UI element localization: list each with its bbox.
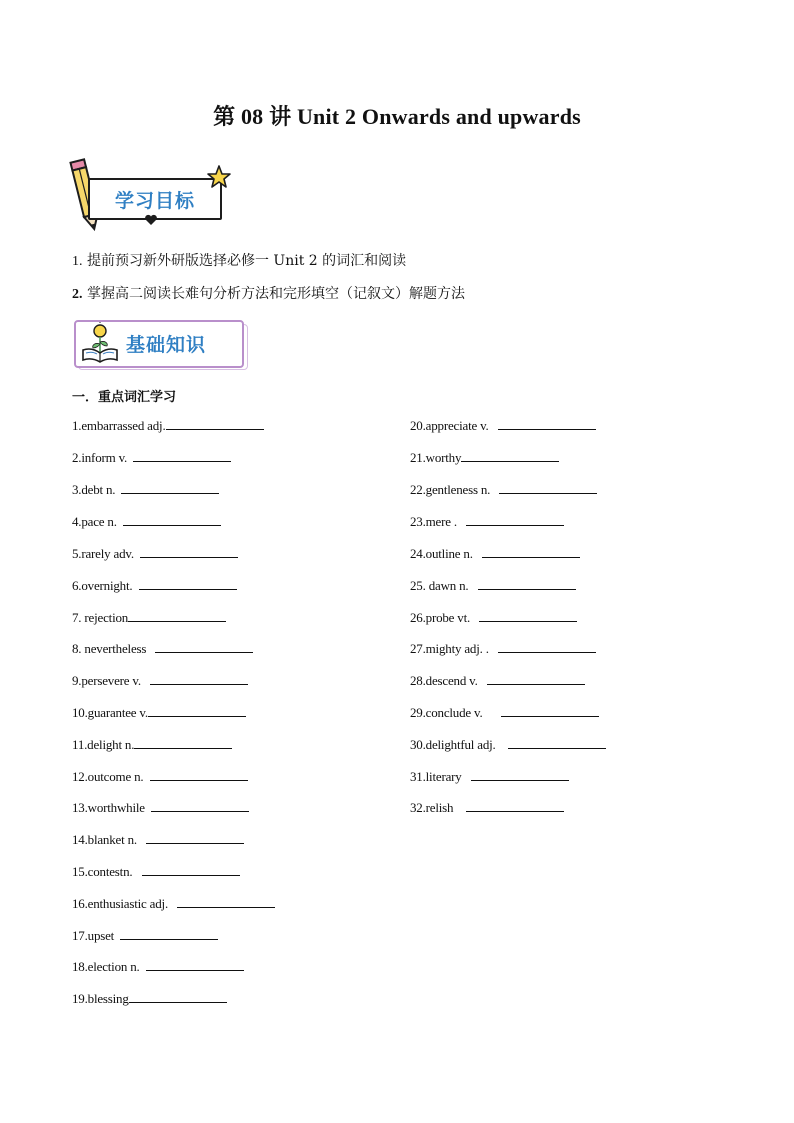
vocab-term: 18.election n. (72, 959, 140, 974)
vocab-item (410, 737, 606, 753)
vocab-term: 3.debt n. (72, 482, 116, 497)
vocab-item (72, 991, 227, 1007)
vocab-term: 9.persevere v. (72, 673, 141, 688)
vocab-item (72, 769, 248, 785)
answer-blank[interactable] (146, 832, 244, 844)
vocab-item (410, 450, 559, 466)
answer-blank[interactable] (501, 705, 599, 717)
vocab-term: 5.rarely adv. (72, 546, 134, 561)
answer-blank[interactable] (155, 641, 253, 653)
star-icon (206, 164, 232, 190)
vocab-term: 7. rejection (72, 610, 129, 625)
vocab-term: 21.worthy (410, 450, 462, 465)
answer-blank[interactable] (134, 737, 232, 749)
answer-blank[interactable] (129, 991, 227, 1003)
vocab-item (410, 482, 597, 498)
learning-goals-badge (66, 156, 236, 236)
vocab-term: 12.outcome n. (72, 769, 144, 784)
answer-blank[interactable] (150, 673, 248, 685)
vocab-term: 24.outline n. (410, 546, 473, 561)
answer-blank[interactable] (139, 578, 237, 590)
answer-blank[interactable] (498, 418, 596, 430)
vocab-item (72, 641, 253, 657)
vocab-term: 8. nevertheless (72, 641, 147, 656)
vocab-item (410, 673, 585, 689)
vocab-item (72, 514, 221, 530)
answer-blank[interactable] (151, 800, 249, 812)
page-title: 第 08 讲 Unit 2 Onwards and upwards (213, 104, 581, 129)
vocab-term: 10.guarantee v. (72, 705, 148, 720)
answer-blank[interactable] (478, 578, 576, 590)
vocab-term: 30.delightful adj. (410, 737, 496, 752)
vocab-item (410, 578, 576, 594)
answer-blank[interactable] (471, 769, 569, 781)
vocab-item (72, 673, 248, 689)
vocab-term: 23.mere . (410, 514, 457, 529)
knowledge-label: 基础知识 (126, 333, 207, 356)
vocab-item (72, 546, 238, 562)
vocab-term: 13.worthwhile (72, 800, 145, 815)
vocab-term: 29.conclude v. (410, 705, 483, 720)
vocab-term: 17.upset (72, 928, 115, 943)
vocab-item (410, 769, 569, 785)
heart-icon (144, 214, 158, 226)
answer-blank[interactable] (150, 769, 248, 781)
answer-blank[interactable] (466, 800, 564, 812)
answer-blank[interactable] (123, 514, 221, 526)
answer-blank[interactable] (142, 864, 240, 876)
answer-blank[interactable] (466, 514, 564, 526)
vocab-term: 14.blanket n. (72, 832, 137, 847)
vocab-item (410, 610, 577, 626)
vocab-term: 20.appreciate v. (410, 418, 489, 433)
vocab-item (72, 864, 240, 880)
vocab-item (72, 705, 246, 721)
vocab-item (410, 546, 580, 562)
objective-number: 2. (72, 287, 83, 302)
vocab-term: 32.relish (410, 800, 454, 815)
vocab-term: 25. dawn n. (410, 578, 469, 593)
objective-text: 掌握高二阅读长难句分析方法和完形填空（记叙文）解题方法 (86, 286, 465, 302)
answer-blank[interactable] (128, 610, 226, 622)
answer-blank[interactable] (121, 482, 219, 494)
vocab-item (72, 450, 231, 466)
vocab-term: 2.inform v. (72, 450, 128, 465)
vocab-term: 16.enthusiastic adj. (72, 896, 169, 911)
vocab-item (72, 959, 244, 975)
answer-blank[interactable] (461, 450, 559, 462)
vocab-term: 26.probe vt. (410, 610, 471, 625)
vocab-item (72, 832, 244, 848)
vocab-term: 11.delight n. (72, 737, 135, 752)
vocab-item (410, 641, 596, 657)
answer-blank[interactable] (140, 546, 238, 558)
vocab-term: 15.contestn. (72, 864, 133, 879)
answer-blank[interactable] (148, 705, 246, 717)
vocab-item (410, 514, 564, 530)
vocab-item (410, 705, 599, 721)
vocab-item (72, 800, 249, 816)
answer-blank[interactable] (487, 673, 585, 685)
answer-blank[interactable] (166, 418, 264, 430)
vocab-term: 19.blessing (72, 991, 129, 1006)
answer-blank[interactable] (508, 737, 606, 749)
vocab-item (72, 610, 226, 626)
answer-blank[interactable] (177, 896, 275, 908)
answer-blank[interactable] (498, 641, 596, 653)
objective-2 (72, 283, 465, 303)
vocab-term: 31.literary (410, 769, 462, 784)
vocab-item (72, 737, 232, 753)
vocab-item (72, 896, 275, 912)
vocab-item (72, 578, 237, 594)
book-lightbulb-icon (80, 322, 120, 364)
vocab-item (72, 928, 218, 944)
objective-1 (72, 250, 406, 270)
vocab-item (72, 482, 219, 498)
answer-blank[interactable] (146, 959, 244, 971)
vocab-term: 28.descend v. (410, 673, 478, 688)
objective-number: 1. (72, 254, 83, 269)
vocab-item (72, 418, 264, 434)
vocab-term: 27.mighty adj. . (410, 641, 489, 656)
vocab-item (410, 418, 596, 434)
vocab-term: 6.overnight. (72, 578, 133, 593)
answer-blank[interactable] (479, 610, 577, 622)
goals-label: 学习目标 (114, 189, 195, 212)
vocab-term: 22.gentleness n. (410, 482, 491, 497)
basic-knowledge-badge (72, 318, 248, 368)
objective-text: 提前预习新外研版选择必修一 Unit 2 的词汇和阅读 (86, 253, 407, 269)
section-heading: 一．重点词汇学习 (72, 390, 177, 405)
vocab-term: 1.embarrassed adj. (72, 418, 166, 433)
answer-blank[interactable] (499, 482, 597, 494)
vocab-term: 4.pace n. (72, 514, 117, 529)
answer-blank[interactable] (133, 450, 231, 462)
answer-blank[interactable] (120, 928, 218, 940)
answer-blank[interactable] (482, 546, 580, 558)
vocab-item (410, 800, 564, 816)
